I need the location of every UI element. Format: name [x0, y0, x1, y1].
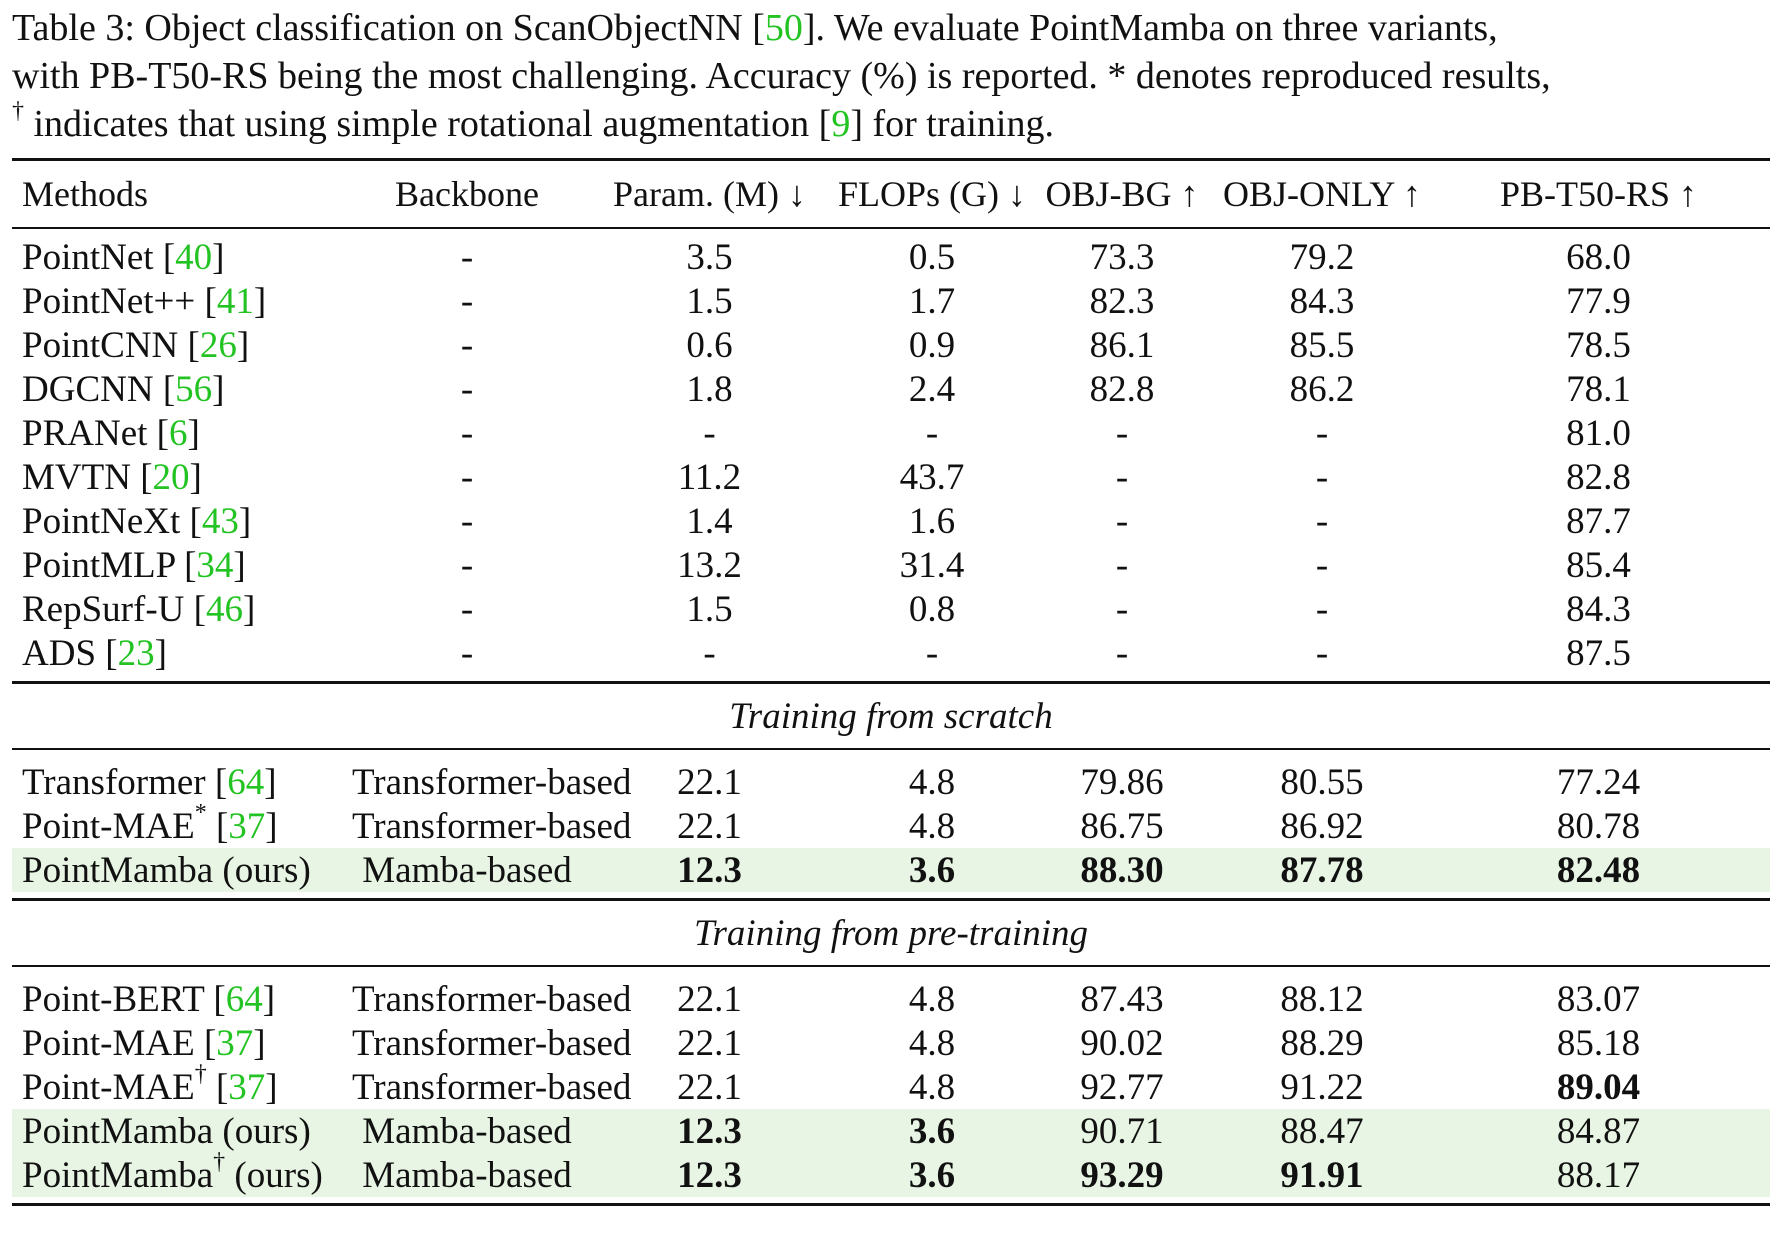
method-name: DGCNN [56] [22, 368, 225, 410]
cell-flops: 2.4 [908, 368, 956, 410]
method-name: Point-MAE† [37] [22, 1061, 278, 1108]
citation-link[interactable]: 37 [228, 805, 266, 847]
table-row [12, 367, 1770, 411]
cell-pb: 78.5 [1566, 324, 1631, 366]
cell-pb: 77.24 [1556, 761, 1641, 803]
cell-objbg: 86.1 [1089, 324, 1155, 366]
cell-backbone: - [460, 324, 474, 366]
cell-param: 0.6 [686, 324, 733, 366]
method-name: ADS [23] [22, 632, 167, 674]
cell-backbone: Transformer-based [352, 761, 632, 803]
method-name: MVTN [20] [22, 456, 202, 498]
cell-backbone: Transformer-based [352, 1066, 632, 1108]
cell-param: 1.8 [686, 368, 733, 410]
cell-flops: 0.8 [908, 588, 956, 630]
cell-objbg: 86.75 [1080, 805, 1164, 847]
method-name: PointNeXt [43] [22, 500, 252, 542]
cell-objbg: 88.30 [1080, 849, 1164, 891]
cell-param: 1.5 [686, 588, 733, 630]
cell-objbg: 79.86 [1080, 761, 1164, 803]
cell-backbone: Mamba-based [362, 849, 572, 891]
cell-flops: 1.6 [908, 500, 956, 542]
method-name: PointMamba (ours) [22, 1110, 311, 1152]
cell-objonly: - [1315, 632, 1329, 674]
table-row [12, 1149, 1770, 1197]
cell-objonly: 79.2 [1289, 236, 1355, 278]
table-row [12, 323, 1770, 367]
cell-flops: 43.7 [899, 456, 965, 498]
method-name: PointMLP [34] [22, 544, 246, 586]
method-name: Point-BERT [64] [22, 978, 276, 1020]
cell-objbg: - [1115, 544, 1129, 586]
table-row [12, 977, 1770, 1021]
cell-param: 11.2 [677, 456, 742, 498]
cell-param: - [703, 412, 716, 454]
citation-link[interactable]: 43 [201, 500, 239, 542]
cell-objonly: - [1315, 412, 1329, 454]
scratch-rows [12, 760, 1770, 892]
citation-link[interactable]: 64 [225, 978, 263, 1020]
method-name: Point-MAE [37] [22, 1022, 266, 1064]
table-row [12, 1109, 1770, 1153]
cell-objonly: - [1315, 544, 1329, 586]
cell-objonly: 91.91 [1280, 1154, 1364, 1196]
cell-param: 1.4 [686, 500, 733, 542]
citation-link[interactable]: 41 [216, 280, 254, 322]
cell-objbg: 93.29 [1080, 1154, 1164, 1196]
table-row [12, 455, 1770, 499]
cell-pb: 80.78 [1556, 805, 1641, 847]
cell-pb: 78.1 [1566, 368, 1631, 410]
cell-param: 22.1 [677, 1066, 742, 1108]
table-row [12, 760, 1770, 804]
cell-objonly: 88.29 [1280, 1022, 1364, 1064]
citation-link[interactable]: 50 [764, 7, 803, 49]
section-title-scratch: Training from scratch [729, 695, 1053, 737]
cell-objbg: 87.43 [1080, 978, 1164, 1020]
section-title-pretrain: Training from pre-training [693, 912, 1089, 954]
cell-pb: 83.07 [1556, 978, 1641, 1020]
citation-link[interactable]: 64 [227, 761, 265, 803]
cell-flops: 4.8 [908, 1066, 956, 1108]
cell-objonly: 85.5 [1289, 324, 1355, 366]
cell-flops: 31.4 [899, 544, 965, 586]
citation-link[interactable]: 20 [152, 456, 190, 498]
cell-param: 22.1 [677, 805, 742, 847]
cell-objonly: 87.78 [1280, 849, 1364, 891]
header-backbone: Backbone [395, 174, 539, 214]
header-pb: PB-T50-RS ↑ [1499, 174, 1698, 214]
cell-objbg: 90.71 [1080, 1110, 1164, 1152]
cell-objbg: 82.3 [1089, 280, 1155, 322]
header-objonly: OBJ-ONLY ↑ [1222, 174, 1422, 214]
citation-link[interactable]: 6 [168, 412, 188, 454]
cell-param: 12.3 [677, 1154, 742, 1196]
cell-objbg: 73.3 [1089, 236, 1155, 278]
table-row [12, 1061, 1770, 1109]
cell-pb: 87.7 [1566, 500, 1631, 542]
table-row [12, 848, 1770, 892]
cell-objbg: 82.8 [1089, 368, 1155, 410]
table-row [12, 235, 1770, 279]
cell-objonly: 86.92 [1280, 805, 1364, 847]
cell-backbone: - [460, 632, 474, 674]
table-row [12, 499, 1770, 543]
method-name: RepSurf-U [46] [22, 588, 256, 630]
citation-link[interactable]: 46 [205, 588, 243, 630]
cell-backbone: - [460, 544, 474, 586]
cell-objonly: 88.47 [1280, 1110, 1364, 1152]
cell-pb: 81.0 [1566, 412, 1631, 454]
method-name: Transformer [64] [22, 761, 277, 803]
cell-backbone: Mamba-based [362, 1154, 572, 1196]
cell-pb: 84.3 [1566, 588, 1631, 630]
citation-link[interactable]: 37 [228, 1066, 266, 1108]
pretrain-rows [12, 977, 1770, 1197]
method-name: PRANet [6] [22, 412, 200, 454]
citation-link[interactable]: 9 [831, 103, 851, 145]
citation-link[interactable]: 26 [199, 324, 237, 366]
method-name: PointMamba (ours) [22, 849, 311, 891]
table-row [12, 800, 1770, 848]
cell-objonly: - [1315, 588, 1329, 630]
cell-objbg: - [1115, 412, 1129, 454]
cell-pb: 84.87 [1556, 1110, 1641, 1152]
table-row [12, 631, 1770, 675]
cell-param: - [703, 632, 716, 674]
cell-objonly: - [1315, 500, 1329, 542]
cell-pb: 85.18 [1556, 1022, 1641, 1064]
cell-param: 3.5 [686, 236, 733, 278]
cell-backbone: - [460, 588, 474, 630]
cell-backbone: - [460, 500, 474, 542]
cell-backbone: - [460, 236, 474, 278]
cell-flops: 0.5 [908, 236, 956, 278]
cell-objonly: 88.12 [1280, 978, 1364, 1020]
cell-flops: 3.6 [908, 849, 956, 891]
cell-backbone: - [460, 368, 474, 410]
citation-link[interactable]: 34 [196, 544, 234, 586]
results-table [12, 158, 1770, 1206]
cell-objbg: - [1115, 632, 1129, 674]
cell-param: 22.1 [677, 978, 742, 1020]
cell-backbone: Transformer-based [352, 978, 632, 1020]
cell-pb: 82.48 [1556, 849, 1641, 891]
method-name: Point-MAE* [37] [22, 800, 278, 847]
cell-objonly: 91.22 [1280, 1066, 1364, 1108]
header-flops: FLOPs (G) ↓ [837, 174, 1026, 214]
cell-flops: 1.7 [908, 280, 956, 322]
cell-objbg: - [1115, 500, 1129, 542]
method-name: PointMamba† (ours) [22, 1149, 323, 1196]
citation-link[interactable]: 56 [175, 368, 213, 410]
cell-flops: 0.9 [908, 324, 956, 366]
caption-line-2: with PB-T50-RS being the most challenging. Accuracy (%) is reported. * denotes reproduced results, [12, 55, 1551, 97]
method-name: PointNet [40] [22, 236, 225, 278]
cell-pb: 77.9 [1566, 280, 1631, 322]
cell-pb: 82.8 [1566, 456, 1631, 498]
cell-param: 1.5 [686, 280, 733, 322]
cell-flops: 3.6 [908, 1110, 956, 1152]
cell-objbg: 92.77 [1080, 1066, 1164, 1108]
header-objbg: OBJ-BG ↑ [1045, 174, 1199, 214]
cell-objonly: 86.2 [1289, 368, 1355, 410]
cell-objonly: 84.3 [1289, 280, 1355, 322]
cell-pb: 85.4 [1566, 544, 1631, 586]
table-caption [12, 4, 1772, 148]
table-row [12, 1021, 1770, 1065]
cell-backbone: Mamba-based [362, 1110, 572, 1152]
cell-flops: - [925, 632, 939, 674]
cell-param: 13.2 [677, 544, 742, 586]
header-row [12, 161, 1770, 227]
cell-objbg: - [1115, 456, 1129, 498]
caption-line-3: † indicates that using simple rotational augmentation [9] for training. [12, 98, 1054, 145]
cell-pb: 68.0 [1566, 236, 1631, 278]
method-name: PointNet++ [41] [22, 280, 267, 322]
table-row [12, 411, 1770, 455]
cell-objonly: - [1315, 456, 1329, 498]
cell-param: 12.3 [677, 849, 742, 891]
cell-flops: - [925, 412, 939, 454]
method-name: PointCNN [26] [22, 324, 250, 366]
table-row [12, 543, 1770, 587]
cell-backbone: - [460, 280, 474, 322]
cell-flops: 4.8 [908, 761, 956, 803]
cell-flops: 4.8 [908, 1022, 956, 1064]
cell-param: 22.1 [677, 1022, 742, 1064]
citation-link[interactable]: 40 [175, 236, 213, 278]
caption-line-1: Table 3: Object classification on ScanObjectNN [50]. We evaluate PointMamba on three variants, [12, 7, 1498, 49]
cell-pb: 89.04 [1556, 1066, 1641, 1108]
baseline-rows [12, 235, 1770, 675]
cell-backbone: Transformer-based [352, 805, 632, 847]
cell-flops: 3.6 [908, 1154, 956, 1196]
cell-objbg: - [1115, 588, 1129, 630]
cell-objonly: 80.55 [1280, 761, 1364, 803]
cell-backbone: - [460, 412, 474, 454]
cell-pb: 88.17 [1556, 1154, 1641, 1196]
citation-link[interactable]: 23 [117, 632, 155, 674]
header-methods: Methods [22, 174, 148, 214]
table-row [12, 587, 1770, 631]
cell-backbone: - [460, 456, 474, 498]
cell-pb: 87.5 [1566, 632, 1631, 674]
cell-backbone: Transformer-based [352, 1022, 632, 1064]
cell-param: 22.1 [677, 761, 742, 803]
header-param: Param. (M) ↓ [613, 174, 806, 214]
bottom-rule [12, 1203, 1770, 1206]
cell-flops: 4.8 [908, 978, 956, 1020]
citation-link[interactable]: 37 [216, 1022, 254, 1064]
cell-objbg: 90.02 [1080, 1022, 1164, 1064]
cell-flops: 4.8 [908, 805, 956, 847]
cell-param: 12.3 [677, 1110, 742, 1152]
table-row [12, 279, 1770, 323]
